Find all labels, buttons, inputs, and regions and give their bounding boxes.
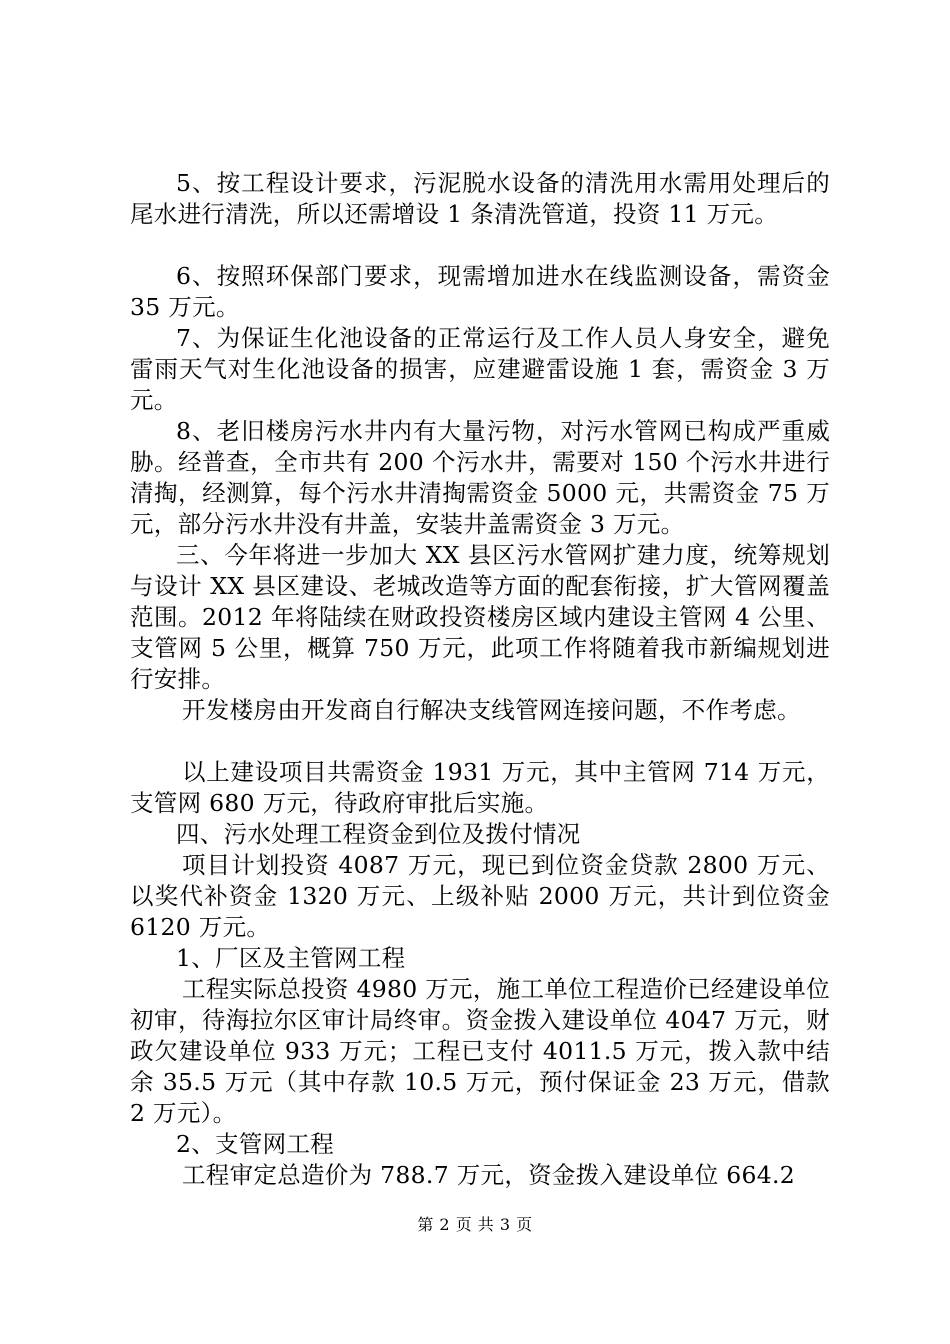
paragraph-branch-network: 工程审定总造价为 788.7 万元，资金拨入建设单位 664.2: [182, 1161, 796, 1189]
paragraph-item-6: 6、按照环保部门要求，现需增加进水在线监测设备，需资金 35 万元。: [130, 262, 830, 321]
paragraph-investment: 项目计划投资 4087 万元，现已到位资金贷款 2800 万元、以奖代补资金 1320 万元、上级补贴 2000 万元，共计到位资金 6120 万元。: [130, 851, 830, 941]
paragraph-total-funding: 以上建设项目共需资金 1931 万元，其中主管网 714 万元，支管网 680 万元，待政府审批后实施。: [130, 758, 830, 817]
paragraph-item-5: 5、按工程设计要求，污泥脱水设备的清洗用水需用处理后的尾水进行清洗，所以还需增设 1 条清洗管道，投资 11 万元。: [130, 169, 830, 228]
subheading-branch-network: 2、支管网工程: [176, 1130, 335, 1158]
paragraph-section-3: 三、今年将进一步加大 XX 县区污水管网扩建力度，统筹规划与设计 XX 县区建设、老城改造等方面的配套衔接，扩大管网覆盖范围。2012 年将陆续在财政投资楼房区域内建设主管网 4 公里、支管网 5 公里，概算 750 万元，此项工作将随着我市新编规划进行安排。: [130, 541, 830, 693]
page-number-footer: 第 2 页 共 3 页: [417, 1215, 533, 1234]
paragraph-item-8: 8、老旧楼房污水井内有大量污物，对污水管网已构成严重威胁。经普查，全市共有 200 个污水井，需要对 150 个污水井进行清掏，经测算，每个污水井清掏需资金 5000 元，共需资金 75 万元，部分污水井没有井盖，安装井盖需资金 3 万元。: [130, 417, 830, 538]
paragraph-spacer: [130, 726, 830, 757]
paragraph-item-7: 7、为保证生化池设备的正常运行及工作人员人身安全，避免雷雨天气对生化池设备的损害，应建避雷设施 1 套，需资金 3 万元。: [130, 324, 830, 414]
paragraph-main-network: 工程实际总投资 4980 万元，施工单位工程造价已经建设单位初审，待海拉尔区审计局终审。资金拨入建设单位 4047 万元，财政欠建设单位 933 万元；工程已支付 4011.5 万元，拨入款中结余 35.5 万元（其中存款 10.5 万元，预付保证金 23 万元，借款 2 万元）。: [130, 975, 830, 1127]
paragraph-developer-note: 开发楼房由开发商自行解决支线管网连接问题，不作考虑。: [182, 696, 801, 724]
paragraph-spacer: [130, 230, 830, 261]
section-heading-4: 四、污水处理工程资金到位及拨付情况: [176, 820, 581, 848]
subheading-main-network: 1、厂区及主管网工程: [176, 944, 406, 972]
document-body: [130, 168, 830, 1191]
